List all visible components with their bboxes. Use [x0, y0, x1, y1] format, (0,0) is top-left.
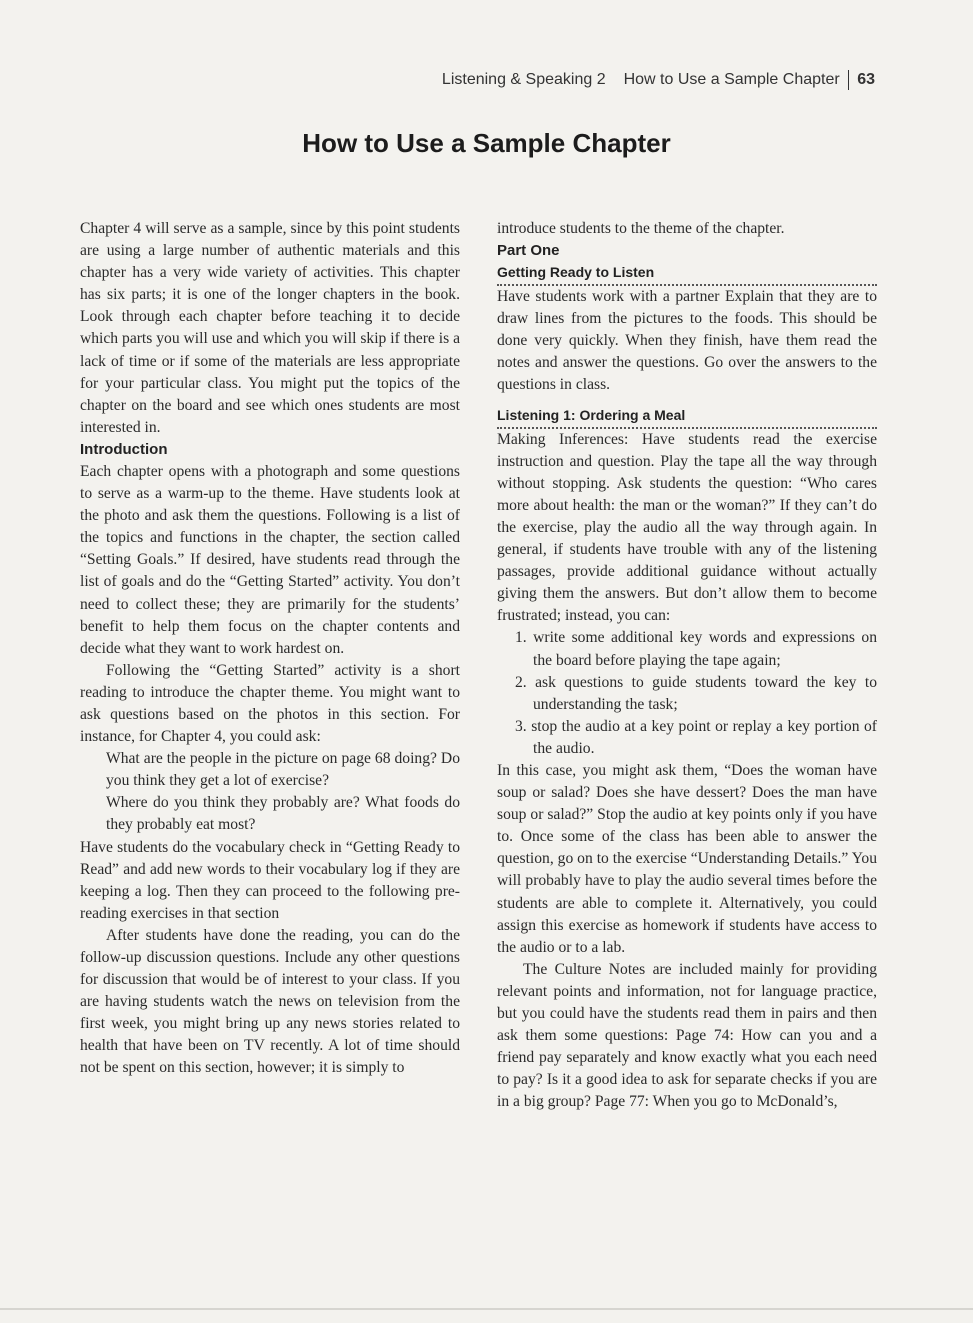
sample-questions [80, 748, 460, 836]
header-book-title: Listening & Speaking 2 [441, 71, 606, 88]
running-header [442, 70, 875, 90]
page-title: How to Use a Sample Chapter [302, 128, 671, 158]
paragraph: The Culture Notes are included mainly for providing relevant points and information, not for language practice, but you could have the students read them in pairs and then ask them some questions: Page 74: How can you and a friend pay separately and know exactly what you each need to pay? Is it a good idea to ask for separate checks if you are in a big group? Page 77: When you go to McDonald’s, [497, 960, 877, 1111]
paragraph: Each chapter opens with a photograph and some questions to serve as a warm-up to the theme. Have students look at the photo and ask them the questions. Following is a list of the topics and functions in the chapter, the section called “Setting Goals.” If desired, have students read through the list of goals and do the “Getting Started” activity. You don’t need to collect these; they are primarily for the students’ benefit to help them focus on the chapter contents and decide what they want to work hardest on. [80, 462, 460, 657]
paragraph: Making Inferences: Have students read the exercise instruction and question. Play the tape all the way through without stopping. Ask students the question: “Who cares more about health: the man or the woman?” If they can’t do the exercise, play the audio all the way through again. In general, if students have trouble with any of the listening passages, provide additional guidance without actually giving them the answers. But don’t allow them to become frustrated; instead, you can: [497, 430, 877, 625]
sample-question: What are the people in the picture on page 68 doing? Do you think they get a lot of exercise? [106, 750, 460, 790]
right-column [497, 218, 877, 1113]
paragraph: Chapter 4 will serve as a sample, since by this point students are using a large number of authentic materials and this chapter has a very wide variety of activities. This chapter has six parts; it is one of the longer chapters in the book. Look through each chapter before teaching it to decide which parts you will use and which you will skip if there is a lack of time or if some of the materials are less appropriate for your particular class. You might put the topics of the chapter on the board and see which ones students are most interested in. [80, 220, 460, 436]
subheading-getting-ready: Getting Ready to Listen [497, 262, 877, 286]
subheading-listening-1: Listening 1: Ordering a Meal [497, 405, 877, 429]
paragraph: Following the “Getting Started” activity is a short reading to introduce the chapter theme. You might want to ask questions based on the photos in this section. For instance, for Chapter 4, you could ask: [80, 661, 460, 746]
sample-question: Where do you think they probably are? What foods do they probably eat most? [106, 794, 460, 834]
section-heading-part-one: Part One [497, 242, 560, 260]
header-divider [848, 70, 850, 90]
list-item: 2. ask questions to guide students toward the key to understanding the task; [515, 673, 877, 713]
paragraph: In this case, you might ask them, “Does the woman have soup or salad? Does she have dessert? Does the man have soup or salad?” Stop the audio at key points only if you have to. Once some of the class has been able to answer the question, go on to the exercise “Understanding Details.” You will probably have to play the audio several times before the students are able to complete it. Alternatively, you could assign this exercise as homework if students have access to the audio or to a lab. [497, 761, 877, 956]
page-number: 63 [857, 71, 875, 88]
step-list [497, 627, 877, 760]
paragraph: introduce students to the theme of the chapter. [497, 220, 785, 237]
page-edge [0, 1308, 973, 1310]
list-item: 3. stop the audio at a key point or replay a key portion of the audio. [515, 717, 877, 757]
paragraph: Have students work with a partner Explain that they are to draw lines from the pictures to the foods. This should be done very quickly. When they finish, have them read the notes and answer the questions. Go over the answers to the questions in class. [497, 288, 877, 394]
paragraph: After students have done the reading, you can do the follow-up discussion questions. Include any other questions for discussion that would be of interest to your class. If you are having students watch the news on television from the first week, you might bring up any news stories related to health that have been on TV recently. A lot of time should not be spent on this section, however; it is simply to [80, 926, 460, 1077]
header-section-title: How to Use a Sample Chapter [623, 71, 840, 88]
left-column [80, 218, 460, 1080]
paragraph: Have students do the vocabulary check in “Getting Ready to Read” and add new words to their vocabulary log if they are keeping a log. Then they can proceed to the following pre-reading exercises in that section [80, 838, 460, 922]
list-item: 1. write some additional key words and expressions on the board before playing the tape again; [515, 629, 877, 669]
section-heading-introduction: Introduction [80, 440, 168, 458]
